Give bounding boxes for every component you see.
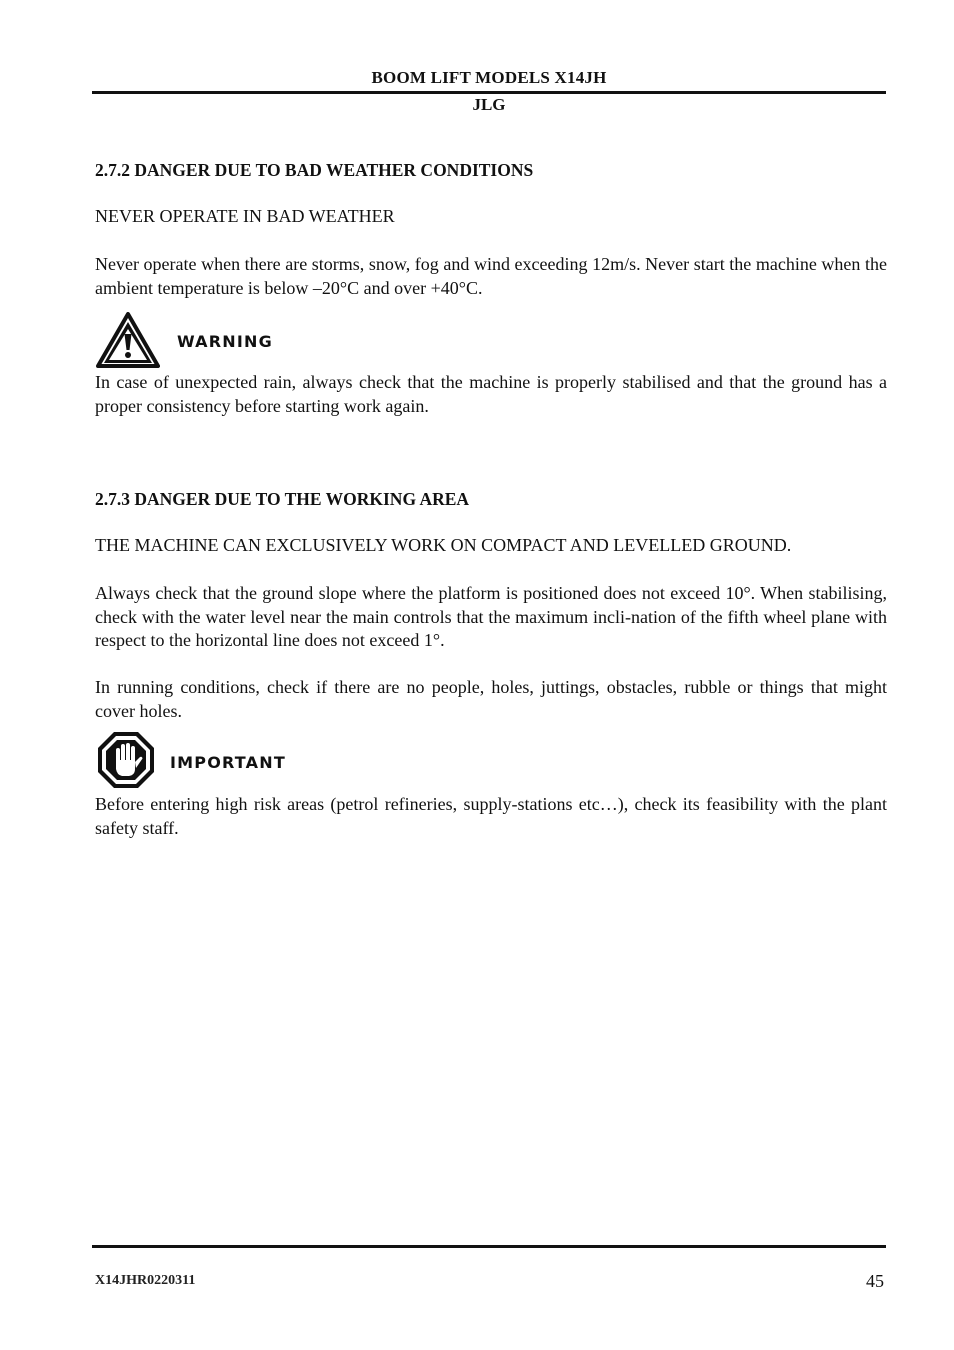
important-label: IMPORTANT	[170, 753, 286, 772]
important-text: Before entering high risk areas (petrol refineries, supply-stations etc…), check its feasibility with the plant safety staff.	[95, 794, 887, 838]
section-heading-working-area: 2.7.3 DANGER DUE TO THE WORKING AREA	[95, 489, 470, 509]
paragraph-running-conditions: In running conditions, check if there are no people, holes, juttings, obstacles, rubble or things that might cover holes.	[95, 677, 887, 721]
warning-triangle-icon	[96, 312, 160, 368]
header-subtitle: JLG	[472, 95, 506, 114]
page-number: 45	[866, 1271, 884, 1291]
footer-doc-code: X14JHR0220311	[95, 1273, 196, 1288]
footer-rule	[92, 1245, 886, 1248]
warning-label: WARNING	[177, 332, 273, 351]
section-heading-weather: 2.7.2 DANGER DUE TO BAD WEATHER CONDITIONS	[95, 160, 534, 180]
header-rule	[92, 91, 886, 94]
paragraph-weather: Never operate when there are storms, snow, fog and wind exceeding 12m/s. Never start the machine when the ambient temperature is below –20°C and over +40°C.	[95, 254, 887, 298]
warning-text: In case of unexpected rain, always check that the machine is properly stabilised and that the ground has a proper consistency before starting work again.	[95, 372, 887, 416]
section-caps-weather: NEVER OPERATE IN BAD WEATHER	[95, 206, 395, 226]
paragraph-ground-slope: Always check that the ground slope where the platform is positioned does not exceed 10°. When stabilising, check with the water level near the main controls that the maximum incli-nation of the fifth wheel plane with respect to the horizontal line does not exceed 1°.	[95, 583, 887, 650]
stop-hand-icon	[96, 730, 156, 790]
section-caps-working-area: THE MACHINE CAN EXCLUSIVELY WORK ON COMPACT AND LEVELLED GROUND.	[95, 535, 792, 555]
header-title: BOOM LIFT MODELS X14JH	[371, 68, 607, 87]
